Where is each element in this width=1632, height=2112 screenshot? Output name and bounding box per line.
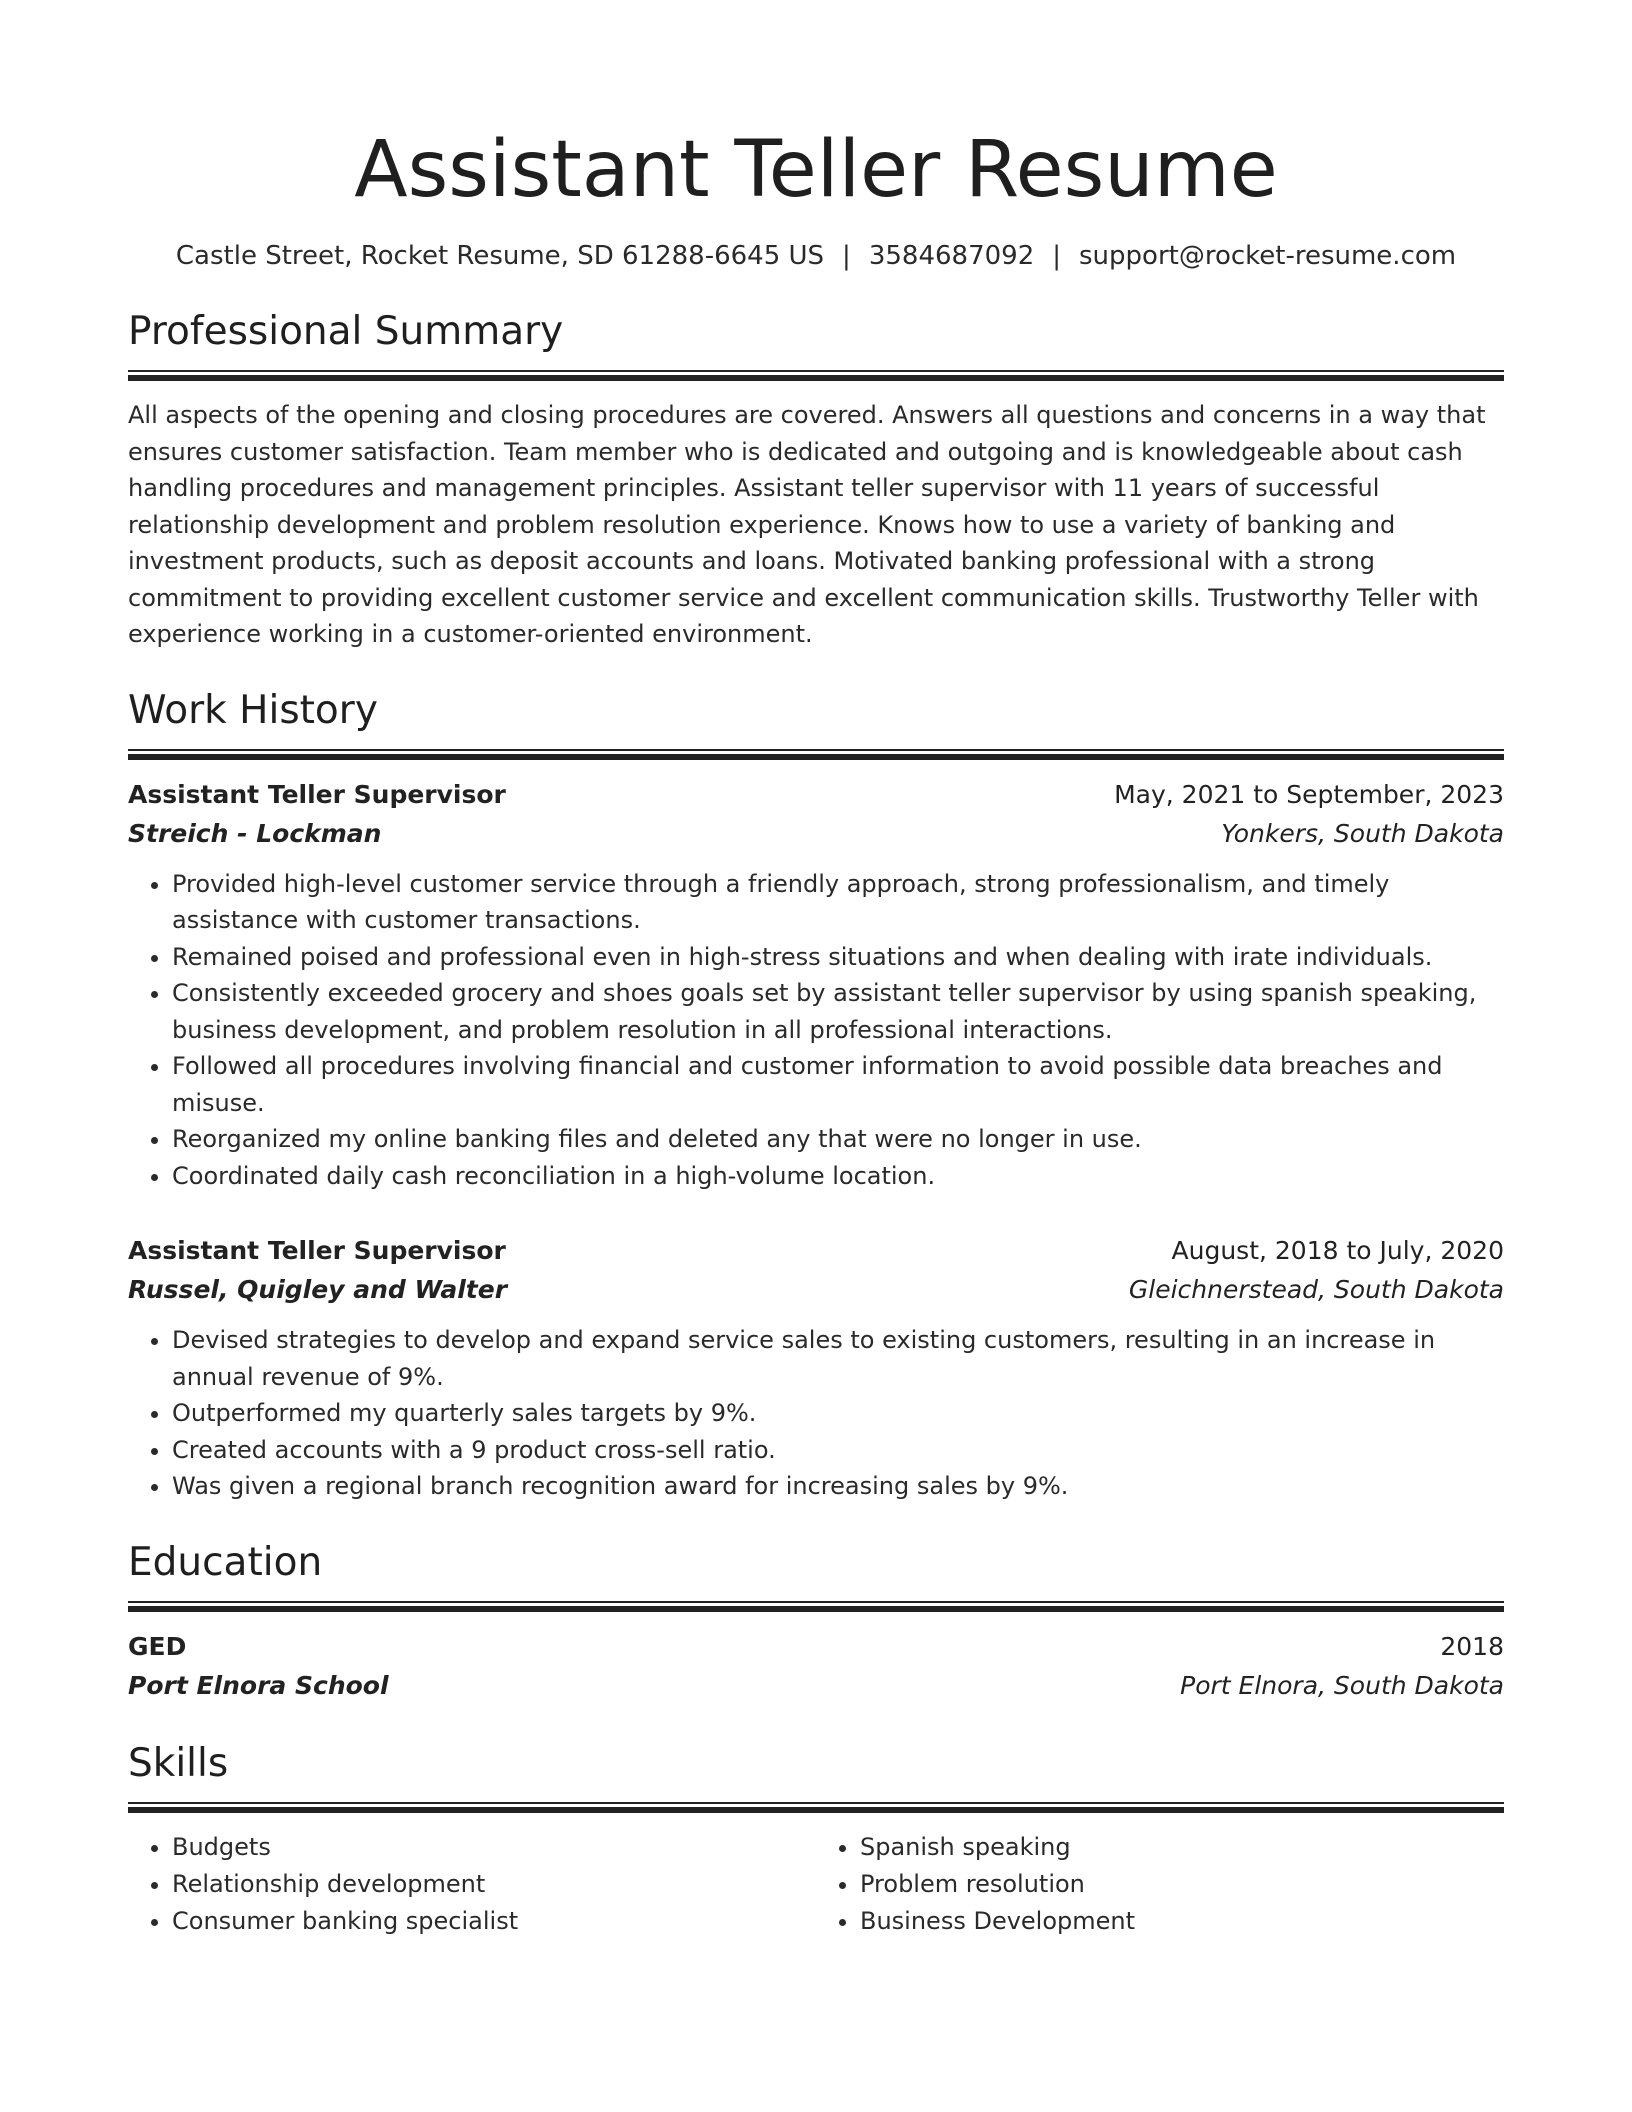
section-divider bbox=[128, 370, 1504, 381]
summary-text: All aspects of the opening and closing procedures are covered. Answers all questions and concerns in a way that ensures customer satisfaction. Team member who is dedicated and outgoing and is knowledgeable about cash handling procedures and management principles. Assistant teller supervisor with 11 years of successful relationship development and problem resolution experience. Knows how to use a variety of banking and investment products, such as deposit accounts and loans. Motivated banking professional with a strong commitment to providing excellent customer service and excellent communication skills. Trustworthy Teller with experience working in a customer-oriented environment. bbox=[128, 401, 1486, 648]
contact-line bbox=[128, 238, 1504, 274]
skills-column-right bbox=[816, 1829, 1504, 1940]
contact-email: support@rocket-resume.com bbox=[1079, 241, 1457, 271]
summary-section bbox=[128, 306, 1504, 653]
section-divider bbox=[128, 1802, 1504, 1813]
skill-item: • Budgets bbox=[172, 1829, 816, 1866]
job-bullet: • Devised strategies to develop and expand service sales to existing customers, resulting in an increase in annual revenue of 9%. bbox=[172, 1322, 1504, 1395]
job-bullet: • Provided high-level customer service through a friendly approach, strong professionalism, and timely assistance with customer transactions. bbox=[172, 866, 1504, 939]
work-history-section bbox=[128, 685, 1504, 1505]
education-year: 2018 bbox=[1440, 1631, 1504, 1661]
skill-item: • Business Development bbox=[860, 1903, 1504, 1940]
skills-column-left bbox=[128, 1829, 816, 1940]
job-header-row bbox=[128, 776, 1504, 814]
job-company-row bbox=[128, 814, 1504, 854]
contact-address: Castle Street, Rocket Resume, SD 61288-6645 US bbox=[175, 241, 825, 271]
job-company: Russel, Quigley and Walter bbox=[128, 1275, 508, 1304]
job-company: Streich - Lockman bbox=[128, 818, 382, 848]
education-header-row bbox=[128, 1628, 1504, 1666]
contact-phone: 3584687092 bbox=[868, 241, 1035, 271]
skills-heading: Skills bbox=[128, 1740, 229, 1786]
job-bullet: • Outperformed my quarterly sales targets by 9%. bbox=[172, 1395, 1504, 1432]
job-bullet: • Coordinated daily cash reconciliation in a high-volume location. bbox=[172, 1158, 1504, 1195]
job-bullet: • Reorganized my online banking files and deleted any that were no longer in use. bbox=[172, 1121, 1504, 1158]
job-bullet: • Was given a regional branch recognition award for increasing sales by 9%. bbox=[172, 1468, 1504, 1505]
job-bullets bbox=[128, 1322, 1504, 1505]
education-heading: Education bbox=[128, 1539, 323, 1585]
job-location: Gleichnerstead, South Dakota bbox=[1128, 1275, 1504, 1304]
resume-title: Assistant Teller Resume bbox=[354, 125, 1278, 215]
summary-heading: Professional Summary bbox=[128, 309, 564, 354]
job-title: Assistant Teller Supervisor bbox=[128, 1236, 506, 1265]
education-entry bbox=[128, 1628, 1504, 1706]
education-location: Port Elnora, South Dakota bbox=[1180, 1670, 1504, 1700]
job-title: Assistant Teller Supervisor bbox=[128, 779, 506, 809]
job-bullet: • Remained poised and professional even in high-stress situations and when dealing with irate individuals. bbox=[172, 939, 1504, 976]
job-location: Yonkers, South Dakota bbox=[1221, 818, 1504, 848]
skill-item: • Consumer banking specialist bbox=[172, 1903, 816, 1940]
skill-item: • Relationship development bbox=[172, 1866, 816, 1903]
job-bullets bbox=[128, 866, 1504, 1195]
section-divider bbox=[128, 1601, 1504, 1612]
contact-separator: | bbox=[842, 241, 851, 271]
job-entry bbox=[128, 1232, 1504, 1505]
job-bullet: • Created accounts with a 9 product cross-sell ratio. bbox=[172, 1432, 1504, 1469]
skills-section bbox=[128, 1738, 1504, 1940]
job-header-row bbox=[128, 1232, 1504, 1270]
job-bullet: • Followed all procedures involving financial and customer information to avoid possible data breaches and misuse. bbox=[172, 1048, 1504, 1121]
job-entry bbox=[128, 776, 1504, 1195]
education-school-row bbox=[128, 1666, 1504, 1706]
job-dates: August, 2018 to July, 2020 bbox=[1171, 1236, 1504, 1265]
education-section bbox=[128, 1537, 1504, 1706]
job-company-row bbox=[128, 1270, 1504, 1310]
skill-item: • Spanish speaking bbox=[860, 1829, 1504, 1866]
education-degree: GED bbox=[128, 1631, 187, 1661]
education-school: Port Elnora School bbox=[128, 1670, 389, 1700]
job-bullet: • Consistently exceeded grocery and shoes goals set by assistant teller supervisor by using spanish speaking, business development, and problem resolution in all professional interactions. bbox=[172, 975, 1504, 1048]
work-history-heading: Work History bbox=[128, 687, 378, 733]
skill-item: • Problem resolution bbox=[860, 1866, 1504, 1903]
contact-separator: | bbox=[1052, 241, 1061, 271]
job-dates: May, 2021 to September, 2023 bbox=[1114, 779, 1504, 809]
skills-grid bbox=[128, 1829, 1504, 1940]
section-divider bbox=[128, 749, 1504, 760]
